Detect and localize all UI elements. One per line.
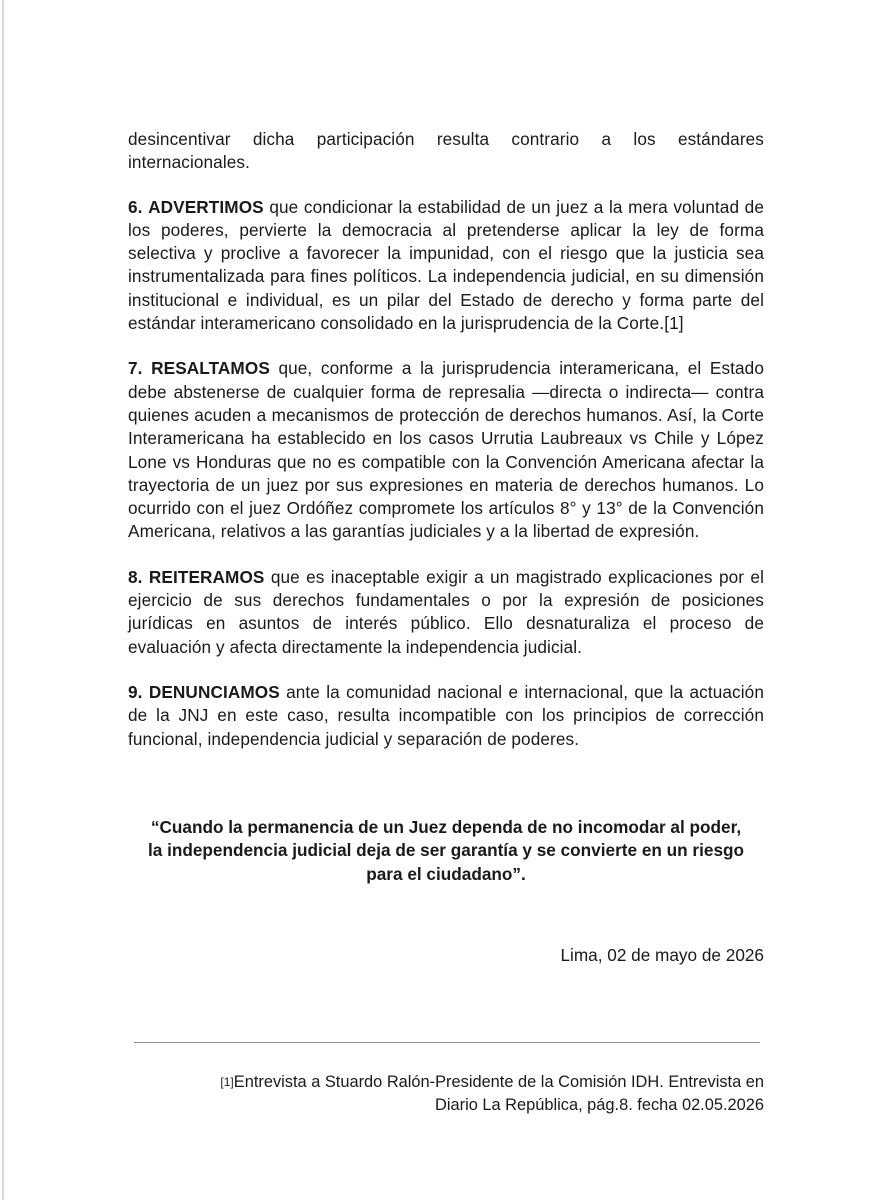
point-9-text: ante la comunidad nacional e internacional, que la actuación de la JNJ en este caso, resulta incompatible con los principios de corrección funcional, independencia judicial y separación de poderes. bbox=[128, 681, 764, 749]
point-7-text: que, conforme a la jurisprudencia interamericana, el Estado debe abstenerse de cualquier forma de represalia —directa o indirecta— contra quienes acuden a mecanismos de protección de derechos humanos. Así, la Corte Interamericana ha establecido en los casos Urrutia Laubreaux vs Chile y López Lone vs Honduras que no es compatible con la Convención Americana afectar la trayectoria de un juez por sus expresiones en materia de derechos humanos. Lo ocurrido con el juez Ordóñez compromete los artículos 8° y 13° de la Convención Americana, relativos a las garantías judiciales y a la libertad de expresión. bbox=[128, 358, 764, 542]
footnote-line-2: Diario La República, pág.8. fecha 02.05.2026 bbox=[435, 1095, 764, 1114]
quote-line-2: la independencia judicial deja de ser garantía y se convierte en un riesgo bbox=[147, 840, 745, 861]
point-7-paragraph bbox=[128, 357, 764, 543]
point-9-number: 9. bbox=[128, 681, 143, 702]
point-6-keyword: ADVERTIMOS bbox=[148, 196, 264, 217]
footnote-ref-marker: [1] bbox=[220, 1075, 234, 1089]
footnote-line-1: Entrevista a Stuardo Ralón-Presidente de la Comisión IDH. Entrevista en bbox=[233, 1073, 764, 1091]
point-7-keyword: RESALTAMOS bbox=[151, 358, 270, 379]
point-8-keyword: REITERAMOS bbox=[148, 566, 265, 587]
intro-paragraph: desincentivar dicha participación resulta contrario a los estándares internacionales. bbox=[128, 129, 764, 173]
point-9-paragraph bbox=[128, 681, 764, 751]
footnote bbox=[124, 1071, 764, 1116]
closing-quote bbox=[128, 816, 764, 886]
quote-line-1: “Cuando la permanencia de un Juez dependa de no incomodar al poder, bbox=[150, 817, 742, 837]
point-6-paragraph bbox=[128, 196, 764, 336]
point-6-number: 6. bbox=[128, 196, 143, 217]
document-body bbox=[128, 128, 764, 751]
point-8-text: que es inaceptable exigir a un magistrado explicaciones por el ejercicio de sus derechos fundamentales o por la expresión de posiciones jurídicas en asuntos de interés público. Ello desnaturaliza el proceso de evaluación y afecta directamente la independencia judicial. bbox=[128, 566, 764, 657]
point-9-keyword: DENUNCIAMOS bbox=[148, 681, 280, 702]
page-edge-line bbox=[2, 0, 4, 1200]
point-7-number: 7. bbox=[128, 358, 143, 379]
point-8-paragraph bbox=[128, 566, 764, 659]
place-date: Lima, 02 de mayo de 2026 bbox=[560, 945, 764, 965]
quote-line-3: para el ciudadano”. bbox=[366, 863, 526, 884]
footnote-divider bbox=[134, 1042, 760, 1043]
point-8-number: 8. bbox=[128, 566, 143, 587]
point-6-text: que condicionar la estabilidad de un juez a la mera voluntad de los poderes, pervierte la democracia al pretenderse aplicar la ley de forma selectiva y proclive a favorecer la impunidad, con el riesgo que la justicia sea instrumentalizada para fines políticos. La independencia judicial, en su dimensión institucional e individual, es un pilar del Estado de derecho y forma parte del estándar interamericano consolidado en la jurisprudencia de la Corte.[1] bbox=[128, 196, 764, 334]
